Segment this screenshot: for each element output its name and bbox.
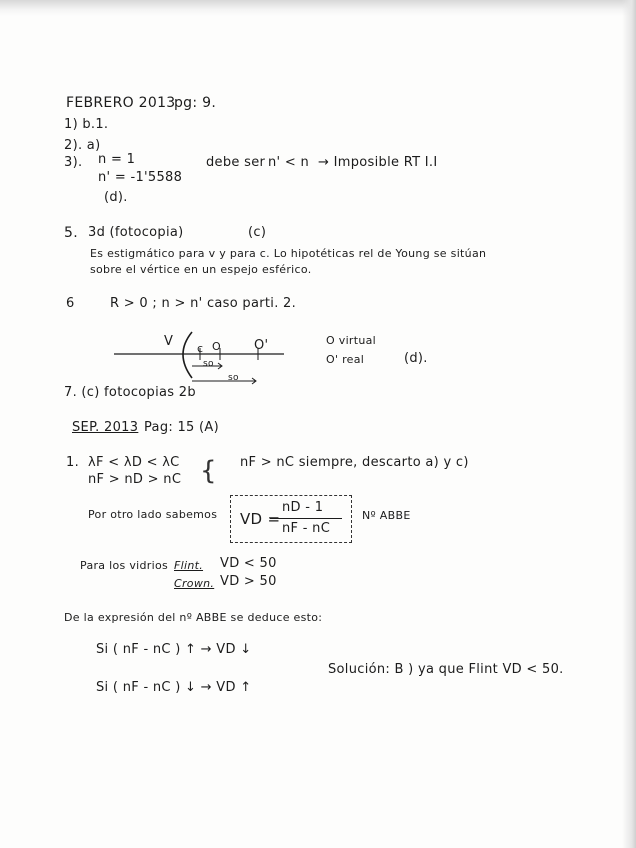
section-sep-title: SEP. 2013: [72, 420, 139, 435]
question-5-number: 5.: [64, 225, 78, 241]
deduction-text: De la expresión del nº ABBE se deduce esto:: [64, 611, 323, 624]
question-5-answer: (c): [248, 225, 267, 240]
section-sep-page: Pag: 15 (A): [144, 420, 219, 435]
brace: {: [200, 456, 217, 486]
abbe-lhs: VD =: [240, 510, 281, 528]
question-6-text: R > 0 ; n > n' caso parti. 2.: [110, 296, 297, 311]
page-title: FEBRERO 2013: [66, 95, 176, 111]
answer-3-option: (d).: [104, 190, 128, 205]
diagram-label-c: c: [197, 342, 204, 355]
flint-relation: VD < 50: [220, 556, 277, 571]
answer-3-equation: n = 1: [98, 152, 136, 167]
sep-question-1-reasoning: nF > nC siempre, descarto a) y c): [240, 455, 469, 470]
page-number: pg: 9.: [174, 95, 217, 111]
answer-1: 1) b.1.: [64, 117, 109, 132]
answer-3-number: 3).: [64, 155, 83, 170]
spherical-surface: [183, 332, 192, 378]
diagram-label-so-large: so: [228, 373, 239, 383]
question-5-line-1: Es estigmático para v y para c. Lo hipotéticas rel de Young se sitúan: [90, 247, 487, 260]
diagram-label-so-small: so: [203, 359, 214, 369]
diagram-label-v: V: [164, 334, 174, 349]
abbe-denominator: nF - nC: [282, 521, 331, 536]
question-6-answer: (d).: [404, 351, 428, 366]
solution-text: Solución: B ) ya que Flint VD < 50.: [328, 662, 564, 677]
scan-shadow-right: [622, 0, 636, 848]
crown-relation: VD > 50: [220, 574, 277, 589]
answer-3-note: debe ser: [206, 155, 266, 170]
question-7: 7. (c) fotocopias 2b: [64, 385, 196, 400]
diagram-label-o-prime: O': [254, 338, 269, 353]
abbe-fraction-line: [270, 518, 342, 519]
label-o-real: O' real: [326, 353, 365, 366]
abbe-lead-text: Por otro lado sabemos: [88, 508, 218, 521]
answer-3-equation-2: n' = -1'5588: [98, 170, 183, 185]
answer-3-conclusion: → Imposible RT I.I: [318, 155, 438, 170]
label-o-virtual: O virtual: [326, 334, 377, 347]
sep-question-1-number: 1.: [66, 455, 80, 470]
abbe-numerator: nD - 1: [282, 500, 324, 515]
index-order: nF > nD > nC: [88, 472, 182, 487]
implication-2: Si ( nF - nC ) ↓ → VD ↑: [96, 680, 252, 695]
abbe-label: Nº ABBE: [362, 509, 411, 522]
answer-2: 2). a): [64, 138, 101, 153]
answer-3-relation: n' < n: [268, 155, 310, 170]
glass-lead-text: Para los vidrios: [80, 559, 169, 572]
question-5-line-2: sobre el vértice en un espejo esférico.: [90, 263, 312, 276]
implication-1: Si ( nF - nC ) ↑ → VD ↓: [96, 642, 252, 657]
question-6-number: 6: [66, 296, 75, 311]
flint-label: Flint.: [174, 559, 204, 572]
diagram-label-o: O: [212, 340, 221, 353]
optics-diagram: [100, 326, 300, 390]
wavelength-order: λF < λD < λC: [88, 455, 180, 470]
crown-label: Crown.: [174, 577, 215, 590]
scan-shadow-top: [0, 0, 636, 16]
question-5-heading: 3d (fotocopia): [88, 225, 184, 240]
